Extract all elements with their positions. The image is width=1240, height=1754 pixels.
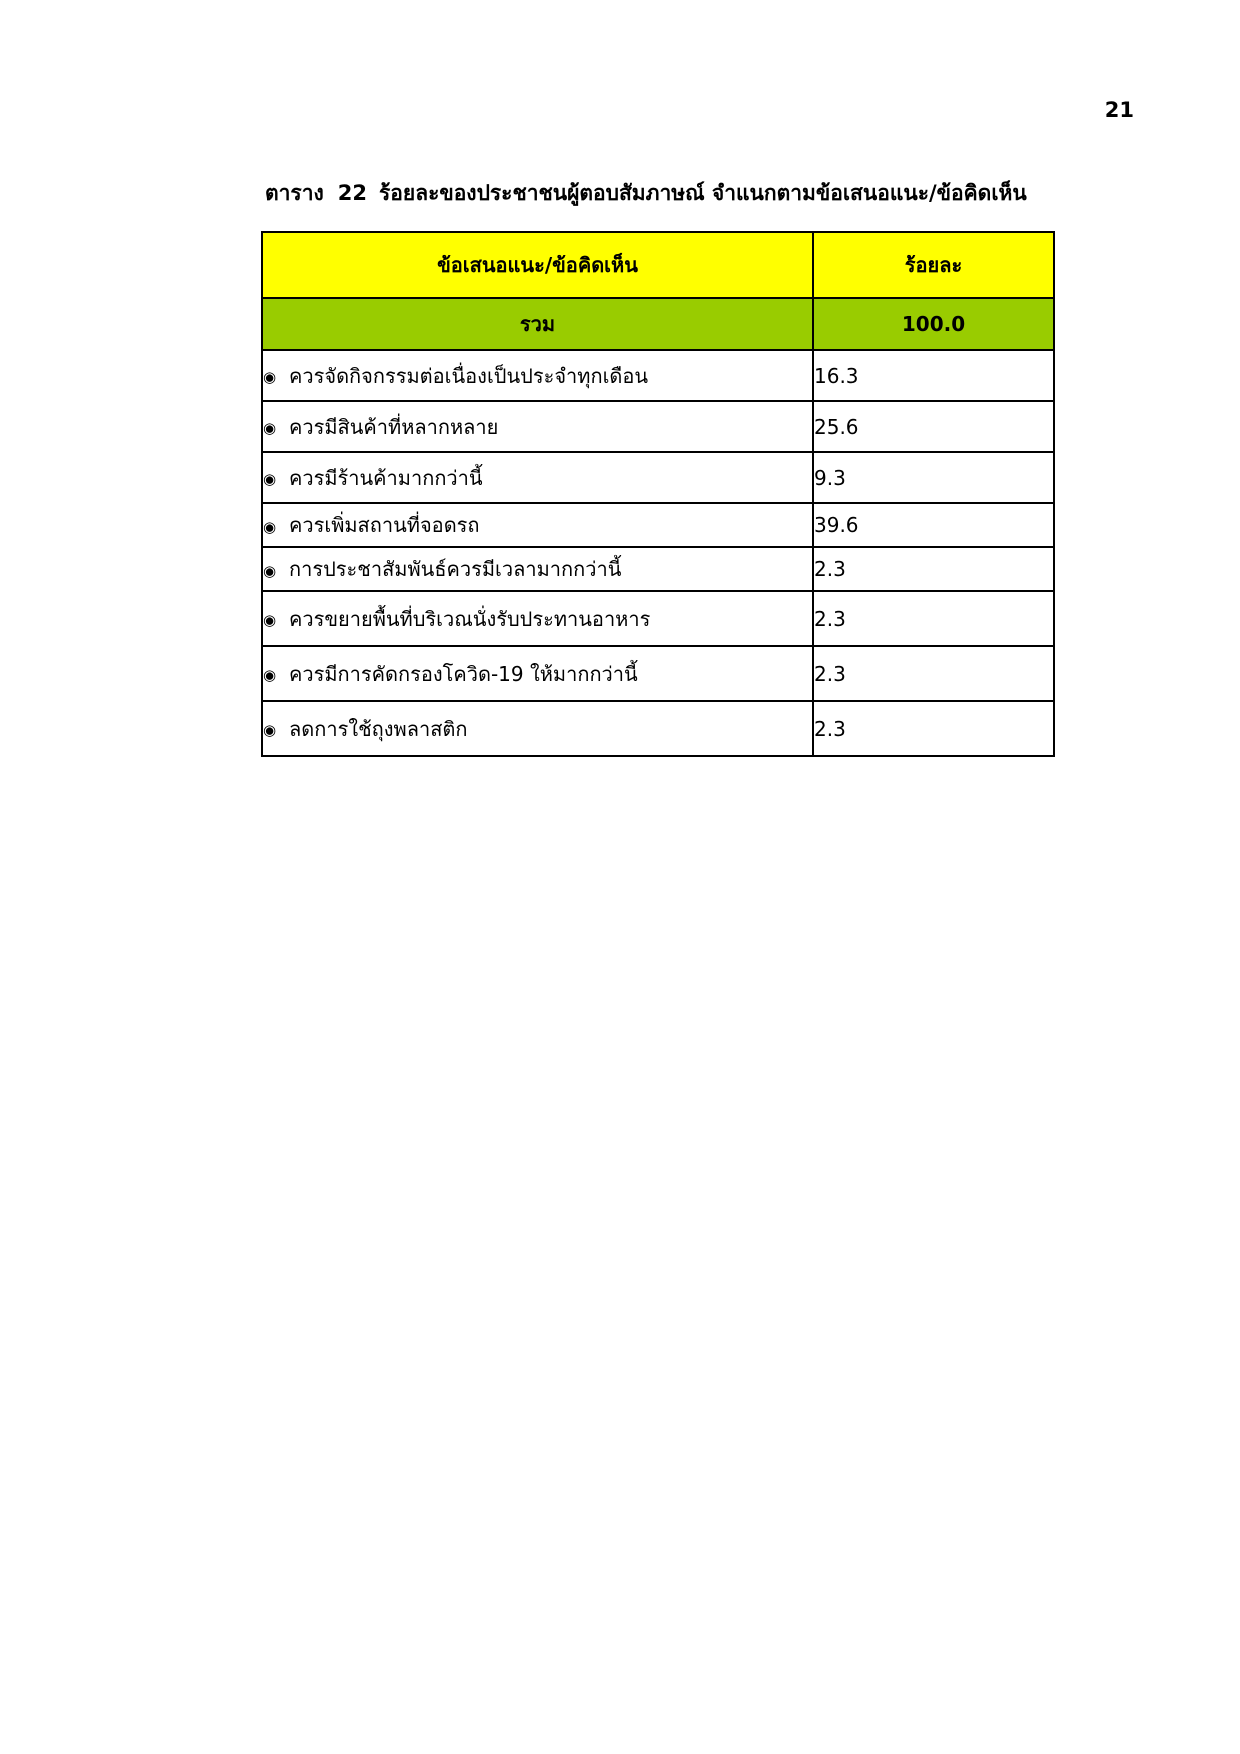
row-value: 2.3 (813, 646, 1054, 701)
header-percent: ร้อยละ (813, 232, 1054, 298)
caption-text: ร้อยละของประชาชนผู้ตอบสัมภาษณ์ จำแนกตามข้อเสนอแนะ/ข้อคิดเห็น (379, 181, 1027, 205)
bullet-icon: ◉ (263, 611, 277, 629)
page-number: 21 (1104, 98, 1134, 122)
row-value: 9.3 (813, 452, 1054, 503)
table-caption (265, 177, 1065, 210)
table-row (262, 591, 1054, 646)
bullet-icon: ◉ (263, 517, 277, 536)
table-row (262, 452, 1054, 503)
caption-prefix: ตาราง (265, 181, 324, 205)
row-label: ควรเพิ่มสถานที่จอดรถ (289, 513, 480, 537)
caption-number: 22 (337, 181, 367, 205)
header-suggestion: ข้อเสนอแนะ/ข้อคิดเห็น (262, 232, 813, 298)
row-value: 2.3 (813, 701, 1054, 756)
total-label: รวม (262, 298, 813, 350)
bullet-icon: ◉ (263, 368, 277, 386)
row-value: 2.3 (813, 591, 1054, 646)
row-label: ควรจัดกิจกรรมต่อเนื่องเป็นประจำทุกเดือน (289, 363, 649, 388)
total-value: 100.0 (813, 298, 1054, 350)
table-row (262, 701, 1054, 756)
row-label: ลดการใช้ถุงพลาสติก (289, 716, 468, 741)
bullet-icon: ◉ (263, 419, 277, 437)
table-row (262, 401, 1054, 452)
table-row (262, 503, 1054, 547)
table-row (262, 646, 1054, 701)
row-value: 39.6 (813, 503, 1054, 547)
row-label: ควรมีสินค้าที่หลากหลาย (289, 414, 499, 439)
row-label: ควรขยายพื้นที่บริเวณนั่งรับประทานอาหาร (289, 606, 651, 631)
row-value: 2.3 (813, 547, 1054, 591)
bullet-icon: ◉ (263, 470, 277, 488)
total-row (262, 298, 1054, 350)
suggestions-table (261, 231, 1055, 757)
table-row (262, 350, 1054, 401)
row-label: ควรมีร้านค้ามากกว่านี้ (289, 465, 483, 490)
row-value: 16.3 (813, 350, 1054, 401)
bullet-icon: ◉ (263, 721, 277, 739)
bullet-icon: ◉ (263, 561, 277, 580)
bullet-icon: ◉ (263, 666, 277, 684)
table-row (262, 547, 1054, 591)
row-value: 25.6 (813, 401, 1054, 452)
row-label: ควรมีการคัดกรองโควิด-19 ให้มากกว่านี้ (289, 661, 638, 686)
row-label: การประชาสัมพันธ์ควรมีเวลามากกว่านี้ (289, 557, 622, 581)
table-header-row (262, 232, 1054, 298)
